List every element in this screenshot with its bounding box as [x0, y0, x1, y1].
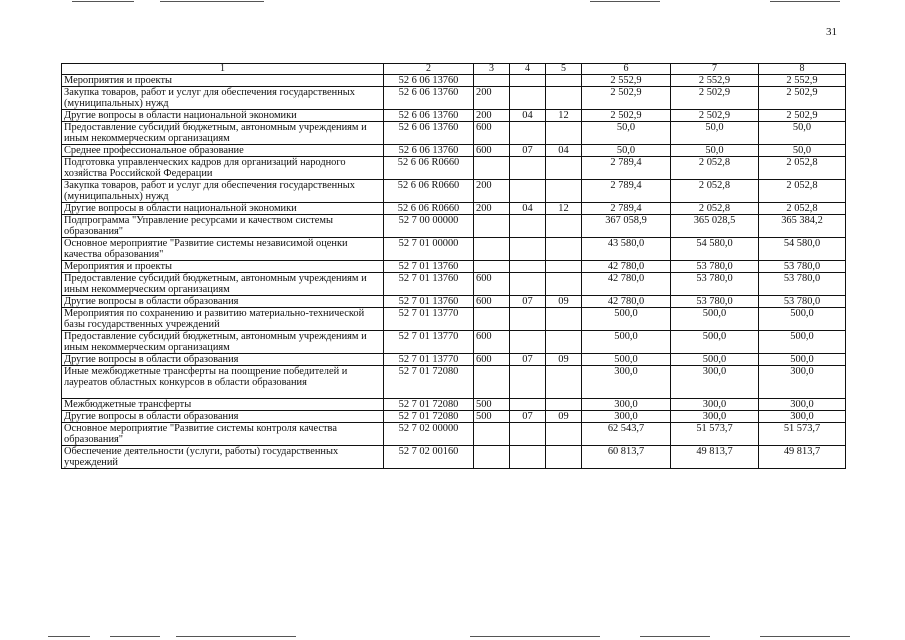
row-value-col7: 53 780,0 — [671, 273, 759, 296]
bottom-edge-line — [640, 636, 710, 637]
row-name-cell: Закупка товаров, работ и услуг для обеспечения государственных (муниципальных) нужд — [62, 180, 384, 203]
row-vr-cell — [474, 157, 510, 180]
row-rz-cell: 04 — [510, 110, 546, 122]
column-header: 7 — [671, 64, 759, 75]
row-pr-cell — [546, 238, 582, 261]
row-value-col7: 51 573,7 — [671, 423, 759, 446]
row-vr-cell — [474, 215, 510, 238]
row-code-cell: 52 7 01 13770 — [384, 354, 474, 366]
row-vr-cell: 200 — [474, 203, 510, 215]
row-code-cell: 52 7 01 13770 — [384, 308, 474, 331]
row-vr-cell — [474, 261, 510, 273]
row-pr-cell: 09 — [546, 411, 582, 423]
row-code-cell: 52 6 06 13760 — [384, 145, 474, 157]
row-name-cell: Основное мероприятие "Развитие системы независимой оценки качества образования" — [62, 238, 384, 261]
row-value-col7: 49 813,7 — [671, 446, 759, 469]
row-value-col6: 500,0 — [582, 308, 671, 331]
row-pr-cell — [546, 157, 582, 180]
row-vr-cell: 600 — [474, 273, 510, 296]
table-row — [62, 145, 846, 157]
table-row — [62, 273, 846, 296]
row-vr-cell — [474, 308, 510, 331]
row-value-col8: 53 780,0 — [759, 261, 846, 273]
row-name-cell: Другие вопросы в области образования — [62, 411, 384, 423]
row-rz-cell — [510, 423, 546, 446]
row-rz-cell — [510, 446, 546, 469]
row-name-cell: Межбюджетные трансферты — [62, 399, 384, 411]
row-value-col8: 300,0 — [759, 399, 846, 411]
row-code-cell: 52 6 06 13760 — [384, 75, 474, 87]
row-pr-cell — [546, 215, 582, 238]
row-pr-cell — [546, 75, 582, 87]
row-code-cell: 52 7 02 00000 — [384, 423, 474, 446]
row-rz-cell: 07 — [510, 296, 546, 308]
row-name-cell: Другие вопросы в области национальной экономики — [62, 203, 384, 215]
row-value-col8: 54 580,0 — [759, 238, 846, 261]
row-code-cell: 52 7 01 00000 — [384, 238, 474, 261]
row-value-col6: 42 780,0 — [582, 261, 671, 273]
row-value-col6: 60 813,7 — [582, 446, 671, 469]
row-code-cell: 52 7 01 72080 — [384, 411, 474, 423]
row-code-cell: 52 7 00 00000 — [384, 215, 474, 238]
row-pr-cell — [546, 273, 582, 296]
top-edge-line — [770, 1, 840, 2]
row-pr-cell: 12 — [546, 203, 582, 215]
row-pr-cell: 04 — [546, 145, 582, 157]
row-name-cell: Другие вопросы в области образования — [62, 354, 384, 366]
row-rz-cell — [510, 75, 546, 87]
bottom-edge-line — [48, 636, 90, 637]
row-name-cell: Мероприятия и проекты — [62, 75, 384, 87]
row-name-cell: Предоставление субсидий бюджетным, автономным учреждениям и иным некоммерческим организациям — [62, 122, 384, 145]
table-row — [62, 180, 846, 203]
row-value-col6: 43 580,0 — [582, 238, 671, 261]
row-pr-cell — [546, 423, 582, 446]
table-row — [62, 122, 846, 145]
row-value-col7: 50,0 — [671, 145, 759, 157]
row-code-cell: 52 6 06 13760 — [384, 122, 474, 145]
row-rz-cell: 07 — [510, 411, 546, 423]
row-name-cell: Обеспечение деятельности (услуги, работы) государственных учреждений — [62, 446, 384, 469]
row-vr-cell: 600 — [474, 354, 510, 366]
table-row — [62, 215, 846, 238]
row-rz-cell: 07 — [510, 354, 546, 366]
row-vr-cell: 500 — [474, 411, 510, 423]
row-code-cell: 52 7 01 13770 — [384, 331, 474, 354]
row-code-cell: 52 6 06 R0660 — [384, 157, 474, 180]
row-value-col8: 53 780,0 — [759, 273, 846, 296]
row-code-cell: 52 7 01 72080 — [384, 366, 474, 399]
row-rz-cell — [510, 122, 546, 145]
row-pr-cell — [546, 446, 582, 469]
row-value-col7: 54 580,0 — [671, 238, 759, 261]
row-name-cell: Основное мероприятие "Развитие системы контроля качества образования" — [62, 423, 384, 446]
table-row — [62, 423, 846, 446]
row-rz-cell — [510, 366, 546, 399]
row-pr-cell — [546, 366, 582, 399]
row-value-col7: 50,0 — [671, 122, 759, 145]
row-vr-cell: 200 — [474, 180, 510, 203]
bottom-edge-line — [176, 636, 296, 637]
table-row — [62, 203, 846, 215]
row-rz-cell — [510, 273, 546, 296]
bottom-edge-line — [470, 636, 600, 637]
row-name-cell: Закупка товаров, работ и услуг для обеспечения государственных (муниципальных) нужд — [62, 87, 384, 110]
row-value-col6: 50,0 — [582, 122, 671, 145]
row-code-cell: 52 7 01 72080 — [384, 399, 474, 411]
row-value-col7: 2 552,9 — [671, 75, 759, 87]
row-value-col6: 42 780,0 — [582, 296, 671, 308]
row-value-col8: 49 813,7 — [759, 446, 846, 469]
row-vr-cell — [474, 423, 510, 446]
row-rz-cell — [510, 331, 546, 354]
row-value-col6: 2 502,9 — [582, 110, 671, 122]
table-row — [62, 157, 846, 180]
row-rz-cell — [510, 399, 546, 411]
column-header: 4 — [510, 64, 546, 75]
bottom-edge-line — [110, 636, 160, 637]
table-row — [62, 87, 846, 110]
row-rz-cell: 04 — [510, 203, 546, 215]
row-value-col7: 2 052,8 — [671, 157, 759, 180]
budget-table — [61, 63, 846, 469]
column-header: 2 — [384, 64, 474, 75]
row-value-col6: 42 780,0 — [582, 273, 671, 296]
row-vr-cell: 600 — [474, 122, 510, 145]
column-header: 8 — [759, 64, 846, 75]
row-value-col6: 2 789,4 — [582, 180, 671, 203]
row-value-col8: 2 552,9 — [759, 75, 846, 87]
row-value-col6: 2 502,9 — [582, 87, 671, 110]
row-value-col6: 300,0 — [582, 399, 671, 411]
row-pr-cell: 09 — [546, 296, 582, 308]
table-row — [62, 261, 846, 273]
table-row — [62, 75, 846, 87]
row-vr-cell — [474, 366, 510, 399]
table-header-row — [62, 64, 846, 75]
top-edge-line — [590, 1, 660, 2]
row-pr-cell — [546, 180, 582, 203]
row-code-cell: 52 6 06 13760 — [384, 87, 474, 110]
row-value-col6: 2 789,4 — [582, 203, 671, 215]
row-value-col8: 500,0 — [759, 308, 846, 331]
row-value-col7: 2 502,9 — [671, 87, 759, 110]
row-value-col6: 2 552,9 — [582, 75, 671, 87]
row-value-col8: 2 052,8 — [759, 157, 846, 180]
row-value-col7: 300,0 — [671, 366, 759, 399]
row-pr-cell — [546, 399, 582, 411]
table-row — [62, 296, 846, 308]
row-vr-cell: 600 — [474, 296, 510, 308]
row-rz-cell — [510, 87, 546, 110]
row-vr-cell: 200 — [474, 110, 510, 122]
row-value-col8: 365 384,2 — [759, 215, 846, 238]
row-pr-cell — [546, 87, 582, 110]
row-value-col8: 2 052,8 — [759, 180, 846, 203]
row-value-col7: 300,0 — [671, 411, 759, 423]
row-vr-cell: 600 — [474, 145, 510, 157]
row-code-cell: 52 6 06 13760 — [384, 110, 474, 122]
row-code-cell: 52 7 02 00160 — [384, 446, 474, 469]
row-pr-cell: 12 — [546, 110, 582, 122]
row-value-col8: 53 780,0 — [759, 296, 846, 308]
column-header: 1 — [62, 64, 384, 75]
row-value-col7: 365 028,5 — [671, 215, 759, 238]
table-row — [62, 399, 846, 411]
page-number: 31 — [826, 26, 837, 38]
row-pr-cell — [546, 331, 582, 354]
row-value-col8: 2 052,8 — [759, 203, 846, 215]
row-name-cell: Иные межбюджетные трансферты на поощрение победителей и лауреатов областных конкурсов в области образования — [62, 366, 384, 399]
table-row — [62, 238, 846, 261]
row-rz-cell — [510, 180, 546, 203]
row-value-col7: 53 780,0 — [671, 296, 759, 308]
row-rz-cell: 07 — [510, 145, 546, 157]
row-value-col7: 500,0 — [671, 331, 759, 354]
row-value-col7: 53 780,0 — [671, 261, 759, 273]
row-code-cell: 52 7 01 13760 — [384, 296, 474, 308]
row-name-cell: Другие вопросы в области национальной экономики — [62, 110, 384, 122]
row-name-cell: Мероприятия по сохранению и развитию материально-технической базы государственных учреждений — [62, 308, 384, 331]
row-pr-cell: 09 — [546, 354, 582, 366]
row-vr-cell: 500 — [474, 399, 510, 411]
row-name-cell: Предоставление субсидий бюджетным, автономным учреждениям и иным некоммерческим организациям — [62, 331, 384, 354]
table-row — [62, 354, 846, 366]
row-value-col8: 50,0 — [759, 122, 846, 145]
row-vr-cell — [474, 446, 510, 469]
row-value-col6: 500,0 — [582, 331, 671, 354]
top-edge-line — [160, 1, 264, 2]
table-row — [62, 308, 846, 331]
row-value-col6: 62 543,7 — [582, 423, 671, 446]
row-name-cell: Среднее профессиональное образование — [62, 145, 384, 157]
table-row — [62, 331, 846, 354]
row-rz-cell — [510, 215, 546, 238]
row-pr-cell — [546, 261, 582, 273]
row-value-col8: 51 573,7 — [759, 423, 846, 446]
row-rz-cell — [510, 238, 546, 261]
column-header: 5 — [546, 64, 582, 75]
row-value-col8: 300,0 — [759, 411, 846, 423]
row-value-col6: 300,0 — [582, 411, 671, 423]
row-code-cell: 52 7 01 13760 — [384, 273, 474, 296]
row-vr-cell — [474, 75, 510, 87]
row-name-cell: Мероприятия и проекты — [62, 261, 384, 273]
row-value-col7: 2 502,9 — [671, 110, 759, 122]
row-value-col6: 500,0 — [582, 354, 671, 366]
row-value-col6: 300,0 — [582, 366, 671, 399]
row-value-col8: 2 502,9 — [759, 110, 846, 122]
top-edge-line — [72, 1, 134, 2]
row-value-col6: 50,0 — [582, 145, 671, 157]
row-value-col8: 500,0 — [759, 331, 846, 354]
row-pr-cell — [546, 122, 582, 145]
row-name-cell: Предоставление субсидий бюджетным, автономным учреждениям и иным некоммерческим организациям — [62, 273, 384, 296]
table-row — [62, 110, 846, 122]
column-header: 3 — [474, 64, 510, 75]
row-code-cell: 52 7 01 13760 — [384, 261, 474, 273]
row-rz-cell — [510, 261, 546, 273]
row-vr-cell — [474, 238, 510, 261]
row-value-col8: 50,0 — [759, 145, 846, 157]
row-value-col7: 500,0 — [671, 354, 759, 366]
bottom-edge-line — [760, 636, 850, 637]
row-rz-cell — [510, 308, 546, 331]
row-code-cell: 52 6 06 R0660 — [384, 203, 474, 215]
row-value-col7: 2 052,8 — [671, 203, 759, 215]
table-row — [62, 411, 846, 423]
table-row — [62, 366, 846, 399]
row-name-cell: Подготовка управленческих кадров для организаций народного хозяйства Российской Федерации — [62, 157, 384, 180]
row-value-col8: 2 502,9 — [759, 87, 846, 110]
row-value-col6: 2 789,4 — [582, 157, 671, 180]
row-value-col8: 500,0 — [759, 354, 846, 366]
row-value-col8: 300,0 — [759, 366, 846, 399]
row-vr-cell: 200 — [474, 87, 510, 110]
table-row — [62, 446, 846, 469]
row-rz-cell — [510, 157, 546, 180]
row-name-cell: Подпрограмма "Управление ресурсами и качеством системы образования" — [62, 215, 384, 238]
row-value-col7: 500,0 — [671, 308, 759, 331]
column-header: 6 — [582, 64, 671, 75]
row-code-cell: 52 6 06 R0660 — [384, 180, 474, 203]
row-value-col7: 300,0 — [671, 399, 759, 411]
row-value-col7: 2 052,8 — [671, 180, 759, 203]
row-pr-cell — [546, 308, 582, 331]
row-vr-cell: 600 — [474, 331, 510, 354]
row-name-cell: Другие вопросы в области образования — [62, 296, 384, 308]
row-value-col6: 367 058,9 — [582, 215, 671, 238]
